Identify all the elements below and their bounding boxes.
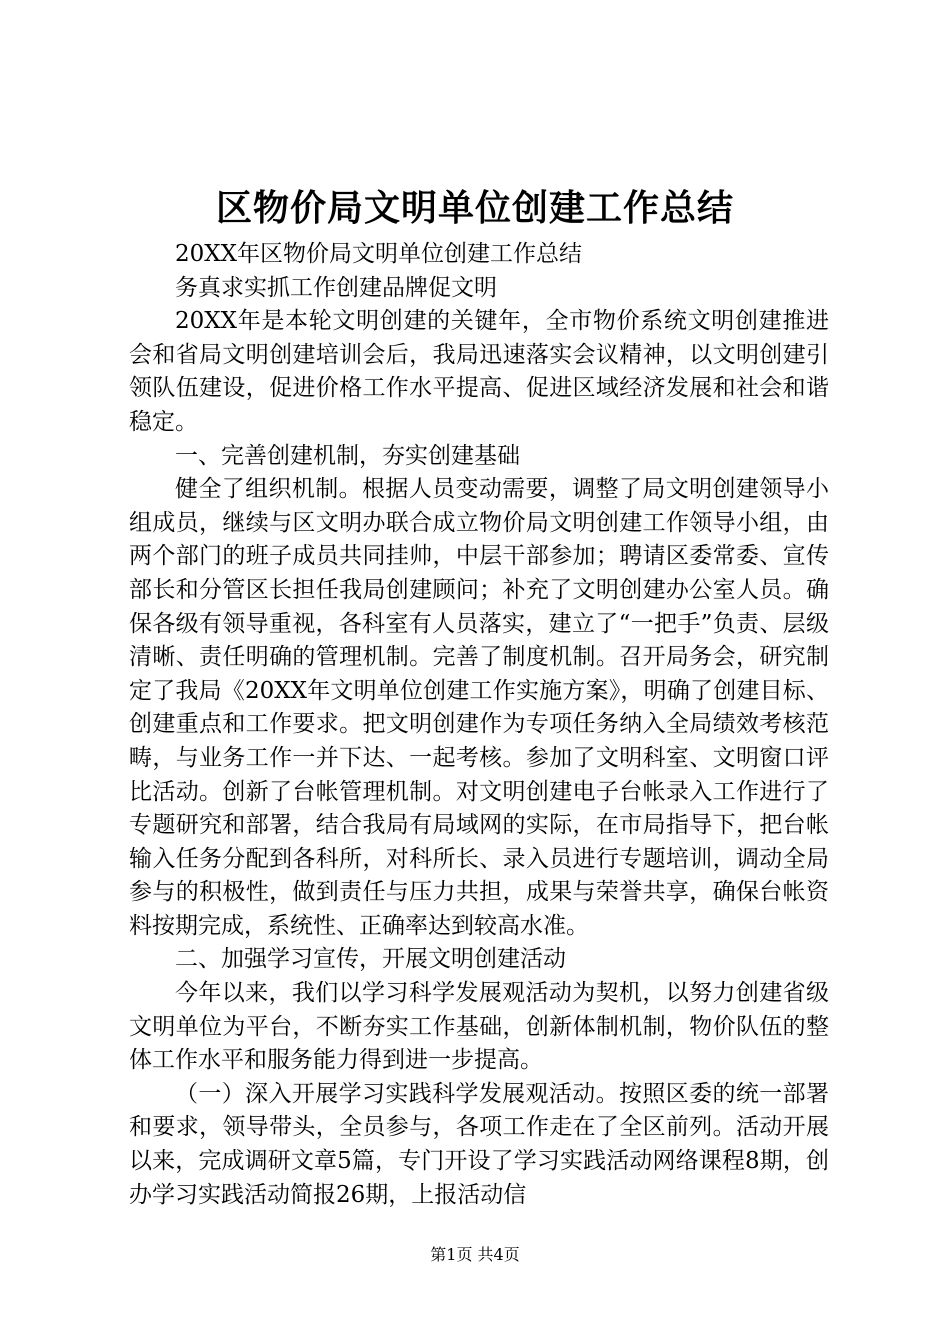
slogan-paragraph: 务真求实抓工作创建品牌促文明 bbox=[175, 274, 497, 301]
section-1-paragraph: 健全了组织机制。根据人员变动需要，调整了局文明创建领导小组成员，继续与区文明办联合成立物价局文明创建工作领导小组，由两个部门的班子成员共同挂帅，中层干部参加；聘请区委常委、宣传部长和分管区长担任我局创建顾问；补充了文明创建办公室人员。确保各级有领导重视，各科室有人员落实，建立了“一把手”负责、层级清晰、责任明确的管理机制。完善了制度机制。召开局务会，研究制定了我局《20XX年文明单位创建工作实施方案》，明确了创建目标、创建重点和工作要求。把文明创建作为专项任务纳入全局绩效考核范畴，与业务工作一并下达、一起考核。参加了文明科室、文明窗口评比活动。创新了台帐管理机制。对文明创建电子台帐录入工作进行了专题研究和部署，结合我局有局域网的实际，在市局指导下，把台帐输入任务分配到各科所，对科所长、录入员进行专题培训，调动全局参与的积极性，做到责任与压力共担，成果与荣誉共享，确保台帐资料按期完成，系统性、正确率达到较高水准。 bbox=[129, 476, 829, 939]
intro-paragraph: 20XX年是本轮文明创建的关键年，全市物价系统文明创建推进会和省局文明创建培训会后，我局迅速落实会议精神，以文明创建引领队伍建设，促进价格工作水平提高、促进区域经济发展和社会和谐稳定。 bbox=[129, 308, 829, 435]
section-heading-1: 一、完善创建机制，夯实创建基础 bbox=[175, 442, 520, 469]
document-title: 区物价局文明单位创建工作总结 bbox=[215, 187, 734, 229]
subtitle-paragraph: 20XX年区物价局文明单位创建工作总结 bbox=[175, 241, 583, 267]
page-footer: 第1页 共4页 bbox=[430, 1245, 520, 1264]
section-2-item-1-paragraph: （一）深入开展学习实践科学发展观活动。按照区委的统一部署和要求，领导带头，全员参与，各项工作走在了全区前列。活动开展以来，完成调研文章5篇，专门开设了学习实践活动网络课程8期，创办学习实践活动简报26期，上报活动信 bbox=[129, 1080, 829, 1208]
section-heading-2: 二、加强学习宣传，开展文明创建活动 bbox=[175, 946, 566, 973]
section-2-intro-paragraph: 今年以来，我们以学习科学发展观活动为契机，以努力创建省级文明单位为平台，不断夯实工作基础，创新体制机制，物价队伍的整体工作水平和服务能力得到进一步提高。 bbox=[129, 980, 829, 1074]
document-body bbox=[129, 238, 829, 1212]
